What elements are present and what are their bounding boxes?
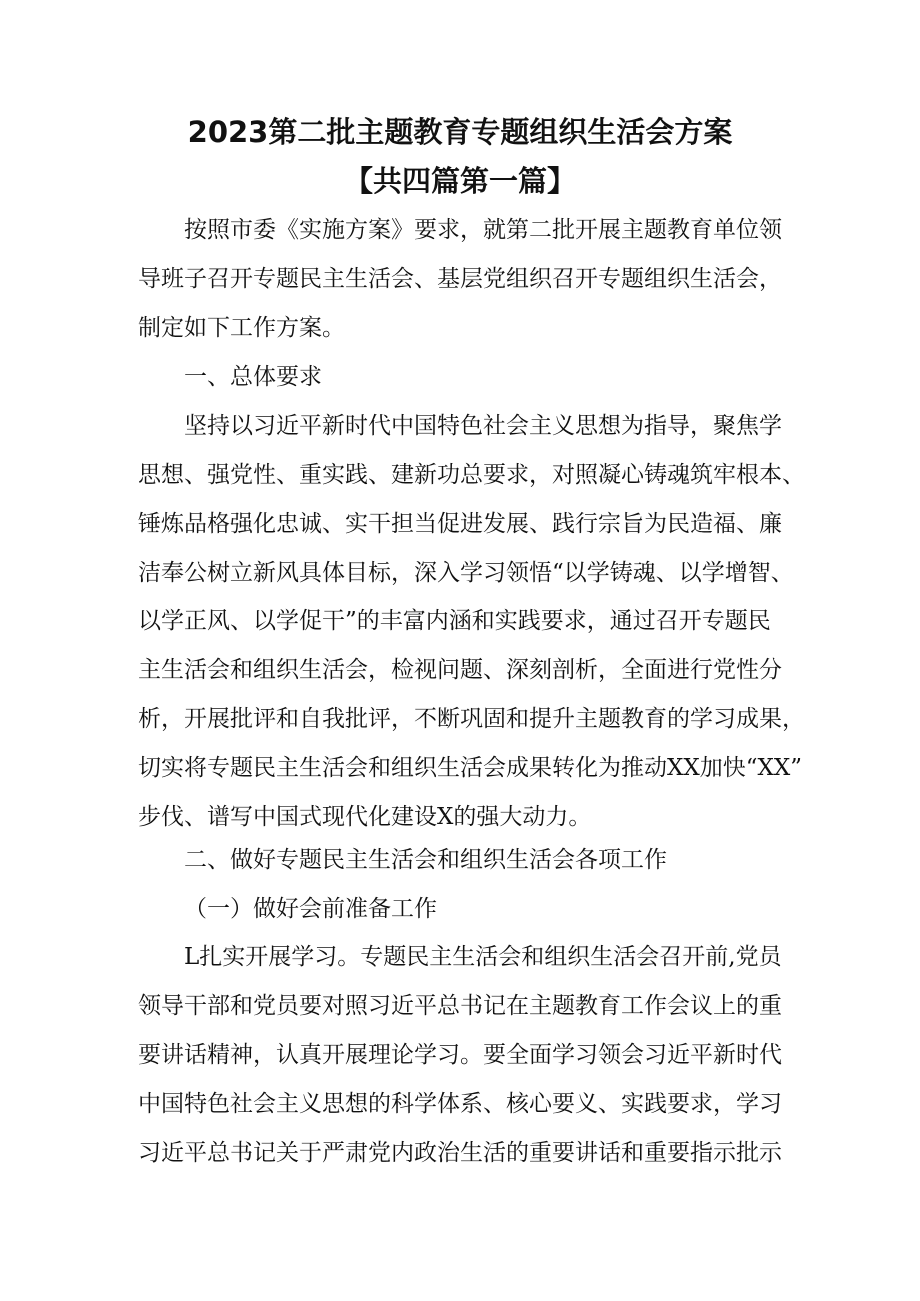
paragraph-line: 切实将专题民主生活会和组织生活会成果转化为推动XX加快“XX” <box>138 755 803 781</box>
section-heading: 二、做好专题民主生活会和组织生活会各项工作 <box>184 847 667 873</box>
document-title: 2023第二批主题教育专题组织生活会方案 <box>187 115 733 149</box>
paragraph-line: 领导干部和党员要对照习近平总书记在主题教育工作会议上的重 <box>138 993 782 1019</box>
paragraph-line: L扎实开展学习。专题民主生活会和组织生活会召开前,党员 <box>184 944 782 970</box>
paragraph-line: 按照市委《实施方案》要求，就第二批开展主题教育单位领 <box>184 217 782 243</box>
paragraph-line: 析，开展批评和自我批评，不断巩固和提升主题教育的学习成果， <box>138 706 805 732</box>
paragraph-line: 思想、强党性、重实践、建新功总要求，对照凝心铸魂筑牢根本、 <box>138 462 805 488</box>
paragraph-line: 主生活会和组织生活会，检视问题、深刻剖析，全面进行党性分 <box>138 657 782 683</box>
paragraph-line: 制定如下工作方案。 <box>138 315 345 341</box>
paragraph-line: 习近平总书记关于严肃党内政治生活的重要讲话和重要指示批示 <box>138 1140 782 1166</box>
paragraph-line: 坚持以习近平新时代中国特色社会主义思想为指导，聚焦学 <box>184 413 782 439</box>
paragraph-line: 以学正风、以学促干”的丰富内涵和实践要求，通过召开专题民 <box>138 608 771 634</box>
subsection-heading: （一）做好会前准备工作 <box>184 896 437 922</box>
paragraph-line: 锤炼品格强化忠诚、实干担当促进发展、践行宗旨为民造福、廉 <box>138 511 782 537</box>
paragraph-line: 中国特色社会主义思想的科学体系、核心要义、实践要求，学习 <box>138 1091 782 1117</box>
paragraph-line: 洁奉公树立新风具体目标，深入学习领悟“以学铸魂、以学增智、 <box>138 560 794 586</box>
paragraph-line: 步伐、谱写中国式现代化建设X的强大动力。 <box>138 804 592 830</box>
paragraph-line: 要讲话精神，认真开展理论学习。要全面学习领会习近平新时代 <box>138 1042 782 1068</box>
document-subtitle: 【共四篇第一篇】 <box>343 164 576 198</box>
section-heading: 一、总体要求 <box>184 364 322 390</box>
paragraph-line: 导班子召开专题民主生活会、基层党组织召开专题组织生活会， <box>138 266 782 292</box>
